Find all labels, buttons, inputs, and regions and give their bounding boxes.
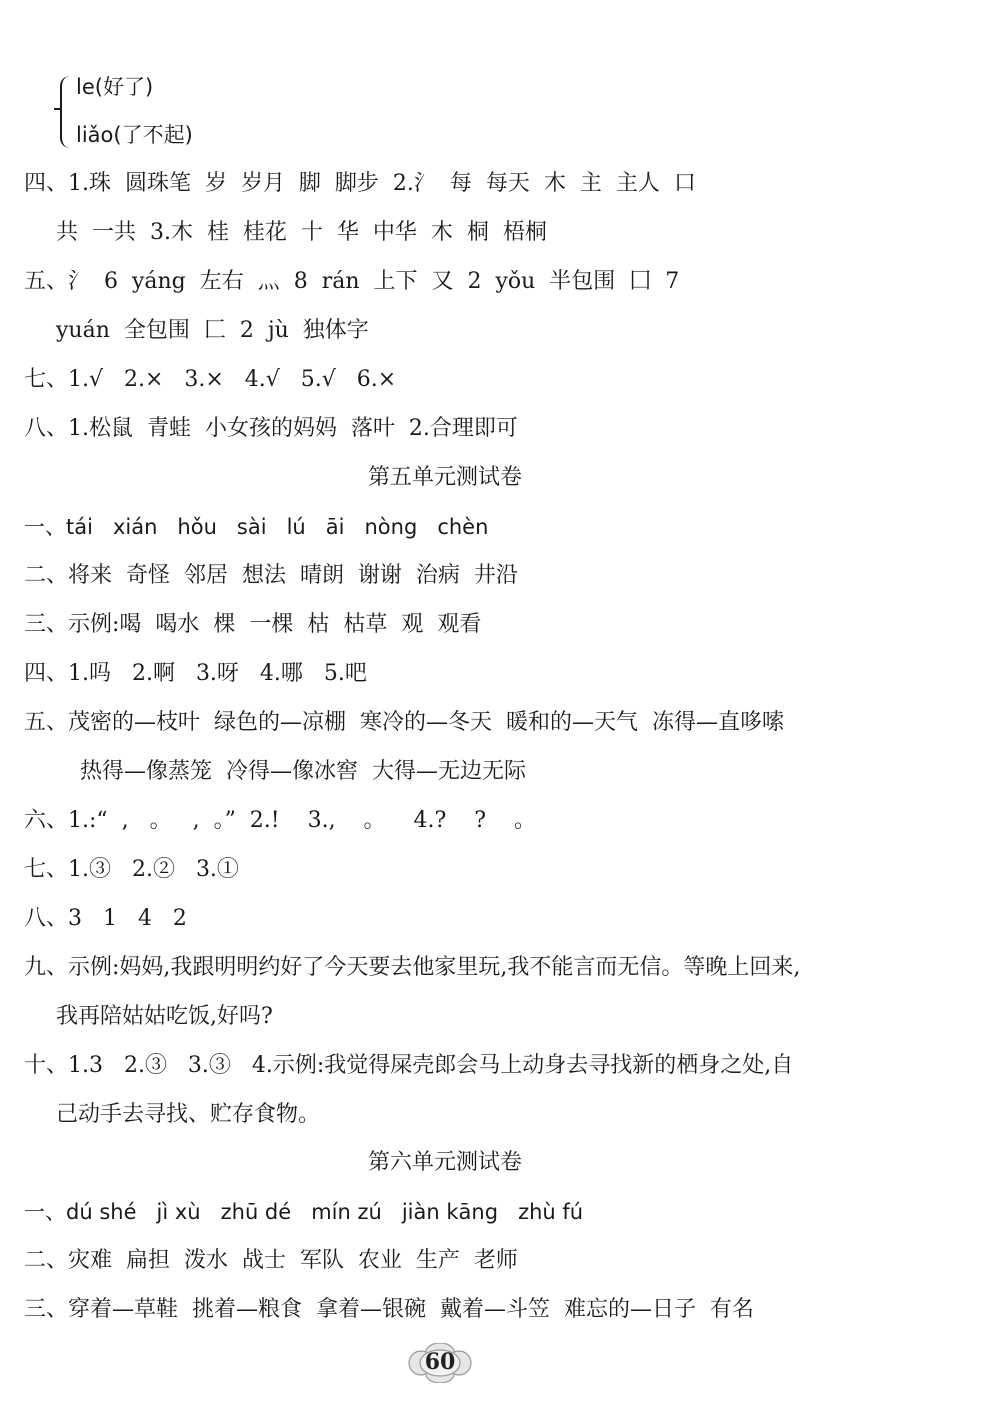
- unit5-q3: 三、示例:喝 喝水 棵 一棵 枯 枯草 观 观看: [24, 612, 482, 637]
- unit5-q8: 八、3 1 4 2: [24, 906, 187, 931]
- unit4-q8: 八、1.松鼠 青蛙 小女孩的妈妈 落叶 2.合理即可: [24, 416, 518, 441]
- unit4-q4-line1: 四、1.珠 圆珠笔 岁 岁月 脚 脚步 2.氵 每 每天 木 主 主人 口: [24, 171, 696, 196]
- unit5-q4: 四、1.吗 2.啊 3.呀 4.哪 5.吧: [24, 661, 367, 686]
- polyphone-liao: liǎo(了不起): [76, 123, 193, 147]
- unit6-q2: 二、灾难 扁担 泼水 战士 军队 农业 生产 老师: [24, 1248, 518, 1273]
- unit5-title: 第五单元测试卷: [367, 465, 522, 490]
- polyphone-le: le(好了): [76, 75, 154, 99]
- page-number-badge: [407, 1343, 473, 1383]
- unit4-q5-line1: 五、氵 6 yáng 左右 灬 8 rán 上下 又 2 yǒu 半包围 囗 7: [24, 269, 680, 294]
- unit5-q9-line1: 九、示例:妈妈,我跟明明约好了今天要去他家里玩,我不能言而无信。等晚上回来,: [24, 955, 801, 980]
- unit4-q7: 七、1.√ 2.× 3.× 4.√ 5.√ 6.×: [24, 367, 397, 392]
- unit6-title: 第六单元测试卷: [367, 1150, 522, 1175]
- unit5-q5-line1: 五、茂密的—枝叶 绿色的—凉棚 寒冷的—冬天 暖和的—天气 冻得—直哆嗦: [24, 710, 784, 735]
- unit5-q2: 二、将来 奇怪 邻居 想法 晴朗 谢谢 治病 井沿: [24, 563, 518, 588]
- unit5-q9-line2: 我再陪姑姑吃饭,好吗?: [56, 1004, 273, 1029]
- unit5-q10-line1: 十、1.3 2.③ 3.③ 4.示例:我觉得屎壳郎会马上动身去寻找新的栖身之处,自: [24, 1053, 794, 1078]
- page-number: 60: [424, 1349, 456, 1375]
- unit5-q7: 七、1.③ 2.② 3.①: [24, 857, 239, 882]
- unit5-q1: 一、tái xián hǒu sài lú āi nòng chèn: [24, 515, 489, 539]
- unit6-q1: 一、dú shé jì xù zhū dé mín zú jiàn kāng zhù fú: [24, 1200, 584, 1224]
- unit6-q3: 三、穿着—草鞋 挑着—粮食 拿着—银碗 戴着—斗笠 难忘的—日子 有名: [24, 1297, 754, 1322]
- unit5-q10-line2: 己动手去寻找、贮存食物。: [56, 1102, 321, 1127]
- unit4-q5-line2: yuán 全包围 匚 2 jù 独体字: [56, 318, 369, 343]
- polyphone-brace: [60, 76, 74, 148]
- unit5-q5-line2: 热得—像蒸笼 冷得—像冰窖 大得—无边无际: [80, 759, 526, 784]
- unit4-q4-line2: 共 一共 3.木 桂 桂花 十 华 中华 木 桐 梧桐: [56, 220, 547, 245]
- unit5-q6: 六、1.:“ , 。 , 。” 2.! 3., 。 4.? ? 。: [24, 808, 537, 833]
